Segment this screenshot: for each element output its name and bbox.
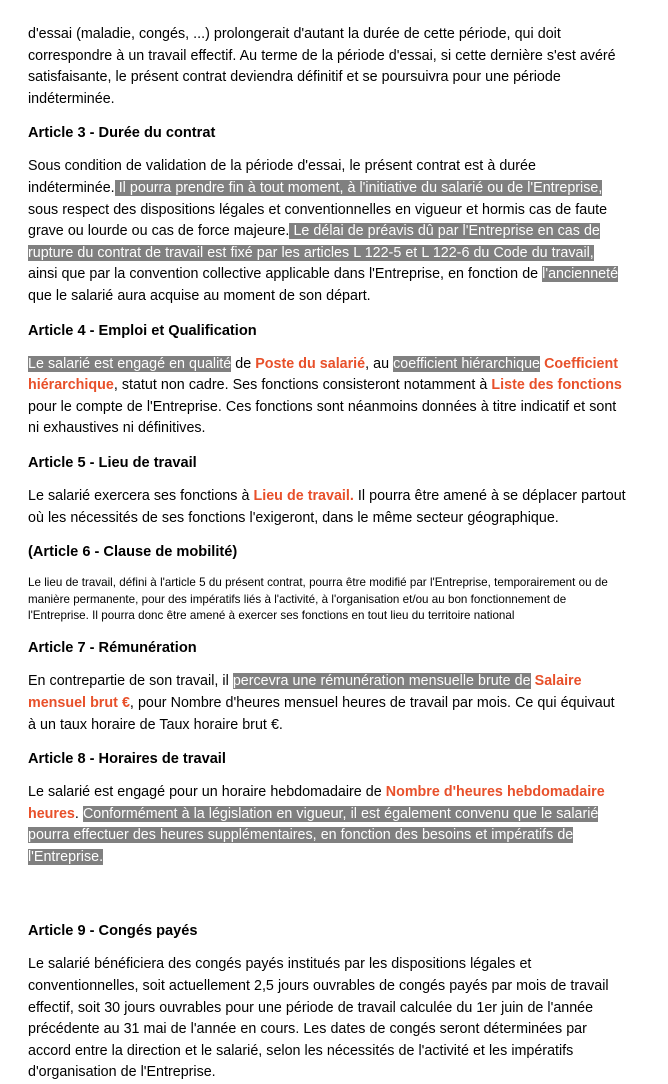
article-8-text-a: Le salarié est engagé pour un horaire hebdomadaire de	[28, 784, 386, 801]
article-8-paragraph	[28, 782, 626, 868]
article-9-paragraph	[28, 954, 626, 1084]
article-3-paragraph	[28, 156, 626, 307]
article-5-paragraph	[28, 486, 626, 529]
article-3-text-b: sous respect des dispositions légales et conventionnelles en vigueur et hormis cas de faute grave ou lourde ou cas de force majeure.	[28, 201, 608, 240]
article-3-highlight-3: l'ancienneté	[542, 266, 619, 283]
article-6-paragraph	[28, 575, 626, 624]
article-3-text-d: que le salarié aura acquise au moment de son départ.	[28, 287, 371, 304]
article-7-keyword-salaire: Salaire mensuel brut €	[28, 673, 582, 711]
article-5-text-a: Le salarié exercera ses fonctions à	[28, 487, 254, 504]
article-4-text-d: , statut non cadre. Ses fonctions consisteront notamment à	[113, 377, 492, 394]
article-6-heading: (Article 6 - Clause de mobilité)	[28, 544, 238, 561]
article-3-heading: Article 3 - Durée du contrat	[28, 125, 216, 142]
article-8-text-b: .	[74, 805, 83, 822]
article-4-keyword-coefficient: Coefficient hiérarchique	[28, 355, 618, 394]
article-7-heading: Article 7 - Rémunération	[28, 640, 197, 657]
article-4-text-a: de	[231, 355, 256, 372]
article-9-text: Le salarié bénéficiera des congés payés institués par les dispositions légales et conventionnelles, soit actuellement 2,5 jours ouvrables de congés payés par mois de travail effectif, soit 30 jours ouvrables pour une période de travail calculée du 1er juin de l'année précédente au 31 mai de l'année en cours. Les dates de congés seront déterminées par accord entre la direction et le salarié, selon les nécessités de l'activité et les impératifs d'organisation de l'Entreprise.	[28, 956, 609, 1081]
article-4-paragraph	[28, 354, 626, 440]
article-3-highlight-1: Il pourra prendre fin à tout moment, à l'initiative du salarié ou de l'Entreprise,	[114, 179, 603, 196]
article-4-text-e: pour le compte de l'Entreprise. Ces fonctions sont néanmoins données à titre indicatif et sont ni exhaustives ni définitives.	[28, 398, 617, 437]
article-4-keyword-fonctions: Liste des fonctions	[491, 377, 622, 394]
intro-text: d'essai (maladie, congés, ...) prolongerait d'autant la durée de cette période, qui doit correspondre à un travail effectif. Au terme de la période d'essai, si cette dernière s'est avéré satisfaisante, le présent contrat deviendra définitif et se poursuivra pour une période indéterminée.	[28, 26, 616, 107]
article-3-text-c: ainsi que par la convention collective applicable dans l'Entreprise, en fonction de	[28, 266, 543, 283]
article-3-highlight-2: Le délai de préavis dû par l'Entreprise en cas de rupture du contrat de travail est fixé par les articles L 122-5 et L 122-6 du Code du travail,	[28, 223, 600, 261]
article-6-text: Le lieu de travail, défini à l'article 5 du présent contrat, pourra être modifié par l'Entreprise, temporairement ou de manière permanente, pour des impératifs liés à l'activité, à l'organisation et/ou au bon fonctionnement de l'Entreprise. Il pourra donc être amené à exercer ses fonctions en tout lieu du territoire national	[28, 576, 608, 622]
article-4-highlight-2: coefficient hiérarchique	[393, 355, 541, 372]
article-8-keyword-heures: Nombre d'heures hebdomadaire heures	[28, 784, 605, 822]
article-5-heading: Article 5 - Lieu de travail	[28, 454, 197, 471]
article-5-text-b: Il pourra être amené à se déplacer partout où les nécessités de ses fonctions l'exigeront, dans le même secteur géographique.	[28, 487, 626, 526]
article-3-text-a: Sous condition de validation de la période d'essai, le présent contrat est à durée indéterminée.	[28, 158, 536, 196]
article-8-highlight-1: Conformément à la législation en vigueur, il est également convenu que le salarié pourra effectuer des heures supplémentaires, en fonction des besoins et impératifs de l'Entreprise.	[28, 805, 599, 865]
article-4-text-b: , au	[365, 355, 394, 372]
article-7-text-c: , pour Nombre d'heures mensuel heures de travail par mois. Ce qui équivaut à un taux horaire de Taux horaire brut €.	[28, 694, 615, 733]
article-8-heading: Article 8 - Horaires de travail	[28, 751, 226, 768]
article-7-highlight-1: percevra une rémunération mensuelle brute de	[232, 673, 531, 690]
article-4-keyword-poste: Poste du salarié	[255, 355, 366, 372]
article-4-heading: Article 4 - Emploi et Qualification	[28, 322, 257, 339]
article-7-text-a: En contrepartie de son travail, il	[28, 673, 233, 690]
article-9-heading: Article 9 - Congés payés	[28, 923, 198, 940]
paragraph-spacer	[28, 881, 626, 921]
article-7-paragraph	[28, 671, 626, 736]
article-4-highlight-1: Le salarié est engagé en qualité	[28, 355, 232, 372]
intro-paragraph	[28, 24, 626, 110]
article-5-keyword-lieu: Lieu de travail.	[253, 487, 354, 504]
